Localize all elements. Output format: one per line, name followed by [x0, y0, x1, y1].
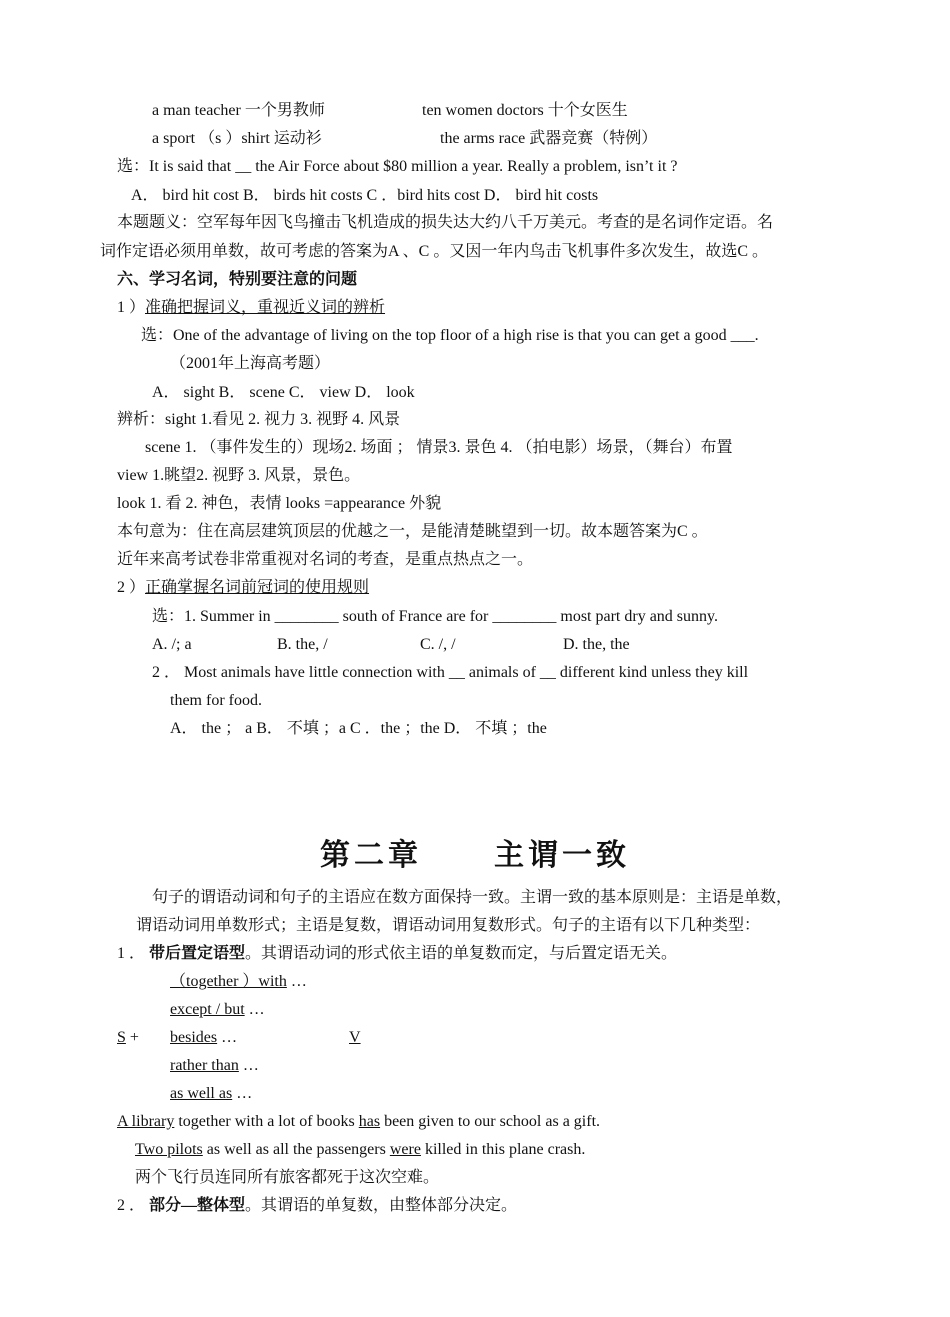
ellipsis: …: [217, 1029, 238, 1046]
type-description: 。其谓语动词的形式依主语的单复数而定，与后置定语无关。: [245, 945, 678, 962]
ellipsis: …: [232, 1085, 253, 1102]
analysis-line: view 1.眺望2. 视野 3. 风景，景色。: [117, 467, 361, 484]
example-sentence: [135, 1140, 585, 1160]
analysis-line: 辨析：sight 1.看见 2. 视力 3. 视野 4. 风景: [117, 411, 401, 428]
formula-phrase: as well as: [170, 1085, 233, 1102]
subheading-number: 2 ）: [117, 579, 146, 596]
type-heading: [117, 1196, 517, 1216]
verb-label: V: [349, 1029, 361, 1046]
option-c: C. /, /: [420, 636, 456, 653]
example-verb: were: [389, 1141, 421, 1158]
example-verb: has: [358, 1113, 381, 1130]
question: them for food.: [170, 692, 262, 709]
section-heading: 六、学习名词，特别要注意的问题: [117, 271, 358, 288]
ellipsis: …: [286, 973, 307, 990]
formula-item: [170, 972, 307, 992]
formula-phrase: except / but: [170, 1001, 245, 1018]
example-line: a man teacher 一个男教师: [152, 102, 325, 119]
formula-phrase: besides: [170, 1029, 218, 1046]
chapter-name: 主谓一致: [494, 838, 630, 873]
formula-phrase: （together ）with: [170, 973, 287, 990]
option-b: B. the, /: [277, 636, 328, 653]
analysis-line: look 1. 看 2. 神色，表情 looks =appearance 外貌: [117, 495, 442, 512]
chapter-number: 第二章: [320, 838, 422, 873]
example-translation: 两个飞行员连同所有旅客都死于这次空难。: [135, 1169, 440, 1186]
formula-item: [170, 1084, 252, 1104]
option-d: D. the, the: [563, 636, 630, 653]
subheading-title: 准确把握词义，重视近义词的辨析: [145, 299, 386, 316]
type-heading: [117, 944, 677, 964]
formula-item: [170, 1000, 265, 1020]
subheading: [117, 298, 385, 318]
example-rest: killed in this plane crash.: [420, 1141, 586, 1158]
subheading: [117, 578, 369, 598]
chapter-title: [0, 836, 950, 876]
example-line: ten women doctors 十个女医生: [422, 102, 628, 119]
formula-phrase: rather than: [170, 1057, 239, 1074]
type-number: 1 ．: [117, 945, 146, 962]
example-modifier: as well as all the passengers: [202, 1141, 390, 1158]
type-description: 。其谓语的单复数，由整体部分决定。: [245, 1197, 518, 1214]
example-rest: been given to our school as a gift.: [380, 1113, 601, 1130]
option-a: A. /; a: [152, 636, 192, 653]
question: 2 ． Most animals have little connection with __ animals of __ different kind unless they kill: [152, 664, 749, 681]
analysis-line: scene 1. （事件发生的）现场2. 场面 ； 情景3. 景色 4. （拍电影）场景，（舞台）布置: [145, 439, 733, 456]
answer-options: A． sight B． scene C． view D． look: [152, 384, 415, 401]
example-line: a sport （s ）shirt 运动衫: [152, 130, 322, 147]
conclusion: 本句意为：住在高层建筑顶层的优越之一，是能清楚眺望到一切。故本题答案为C 。: [117, 523, 708, 540]
explanation: 词作定语必须用单数，故可考虑的答案为A 、C 。又因一年内鸟击飞机事件多次发生，故选C 。: [100, 243, 769, 260]
subheading-number: 1 ）: [117, 299, 146, 316]
formula-item: [170, 1056, 259, 1076]
intro-paragraph: 谓语动词用单数形式；主语是复数，谓语动词用复数形式。句子的主语有以下几种类型：: [136, 917, 761, 934]
conclusion: 近年来高考试卷非常重视对名词的考查，是重点热点之一。: [117, 551, 534, 568]
question: 选：1. Summer in ________ south of France are for ________ most part dry and sunny.: [152, 608, 718, 625]
example-modifier: together with a lot of books: [174, 1113, 359, 1130]
ellipsis: …: [244, 1001, 265, 1018]
example-sentence: [117, 1112, 600, 1132]
type-number: 2 ．: [117, 1197, 146, 1214]
subject-label: S: [117, 1029, 126, 1046]
answer-options: A． bird hit cost B． birds hit costs C ．bird hits cost D． bird hit costs: [131, 187, 599, 204]
ellipsis: …: [238, 1057, 259, 1074]
type-name: 部分—整体型: [149, 1197, 246, 1214]
intro-paragraph: 句子的谓语动词和句子的主语应在数方面保持一致。主谓一致的基本原则是：主语是单数，: [152, 889, 793, 906]
question: 选：It is said that __ the Air Force about $80 million a year. Really a problem, isn’t it ?: [117, 158, 678, 175]
question-source: （2001年上海高考题）: [170, 355, 331, 372]
example-line: the arms race 武器竞赛（特例）: [440, 130, 658, 147]
subheading-title: 正确掌握名词前冠词的使用规则: [145, 579, 370, 596]
plus-sign: +: [125, 1029, 139, 1046]
example-subject: A library: [117, 1113, 175, 1130]
example-subject: Two pilots: [135, 1141, 203, 1158]
question: 选：One of the advantage of living on the top floor of a high rise is that you can get a good ___.: [141, 327, 759, 344]
formula-item: [170, 1028, 237, 1048]
formula-subject: [117, 1028, 139, 1048]
explanation: 本题题义：空军每年因飞鸟撞击飞机造成的损失达大约八千万美元。考查的是名词作定语。名: [117, 214, 774, 231]
answer-options: A． the ； a B． 不填 ；a C ．the ；the D． 不填 ；the: [170, 720, 547, 737]
type-name: 带后置定语型: [149, 945, 246, 962]
